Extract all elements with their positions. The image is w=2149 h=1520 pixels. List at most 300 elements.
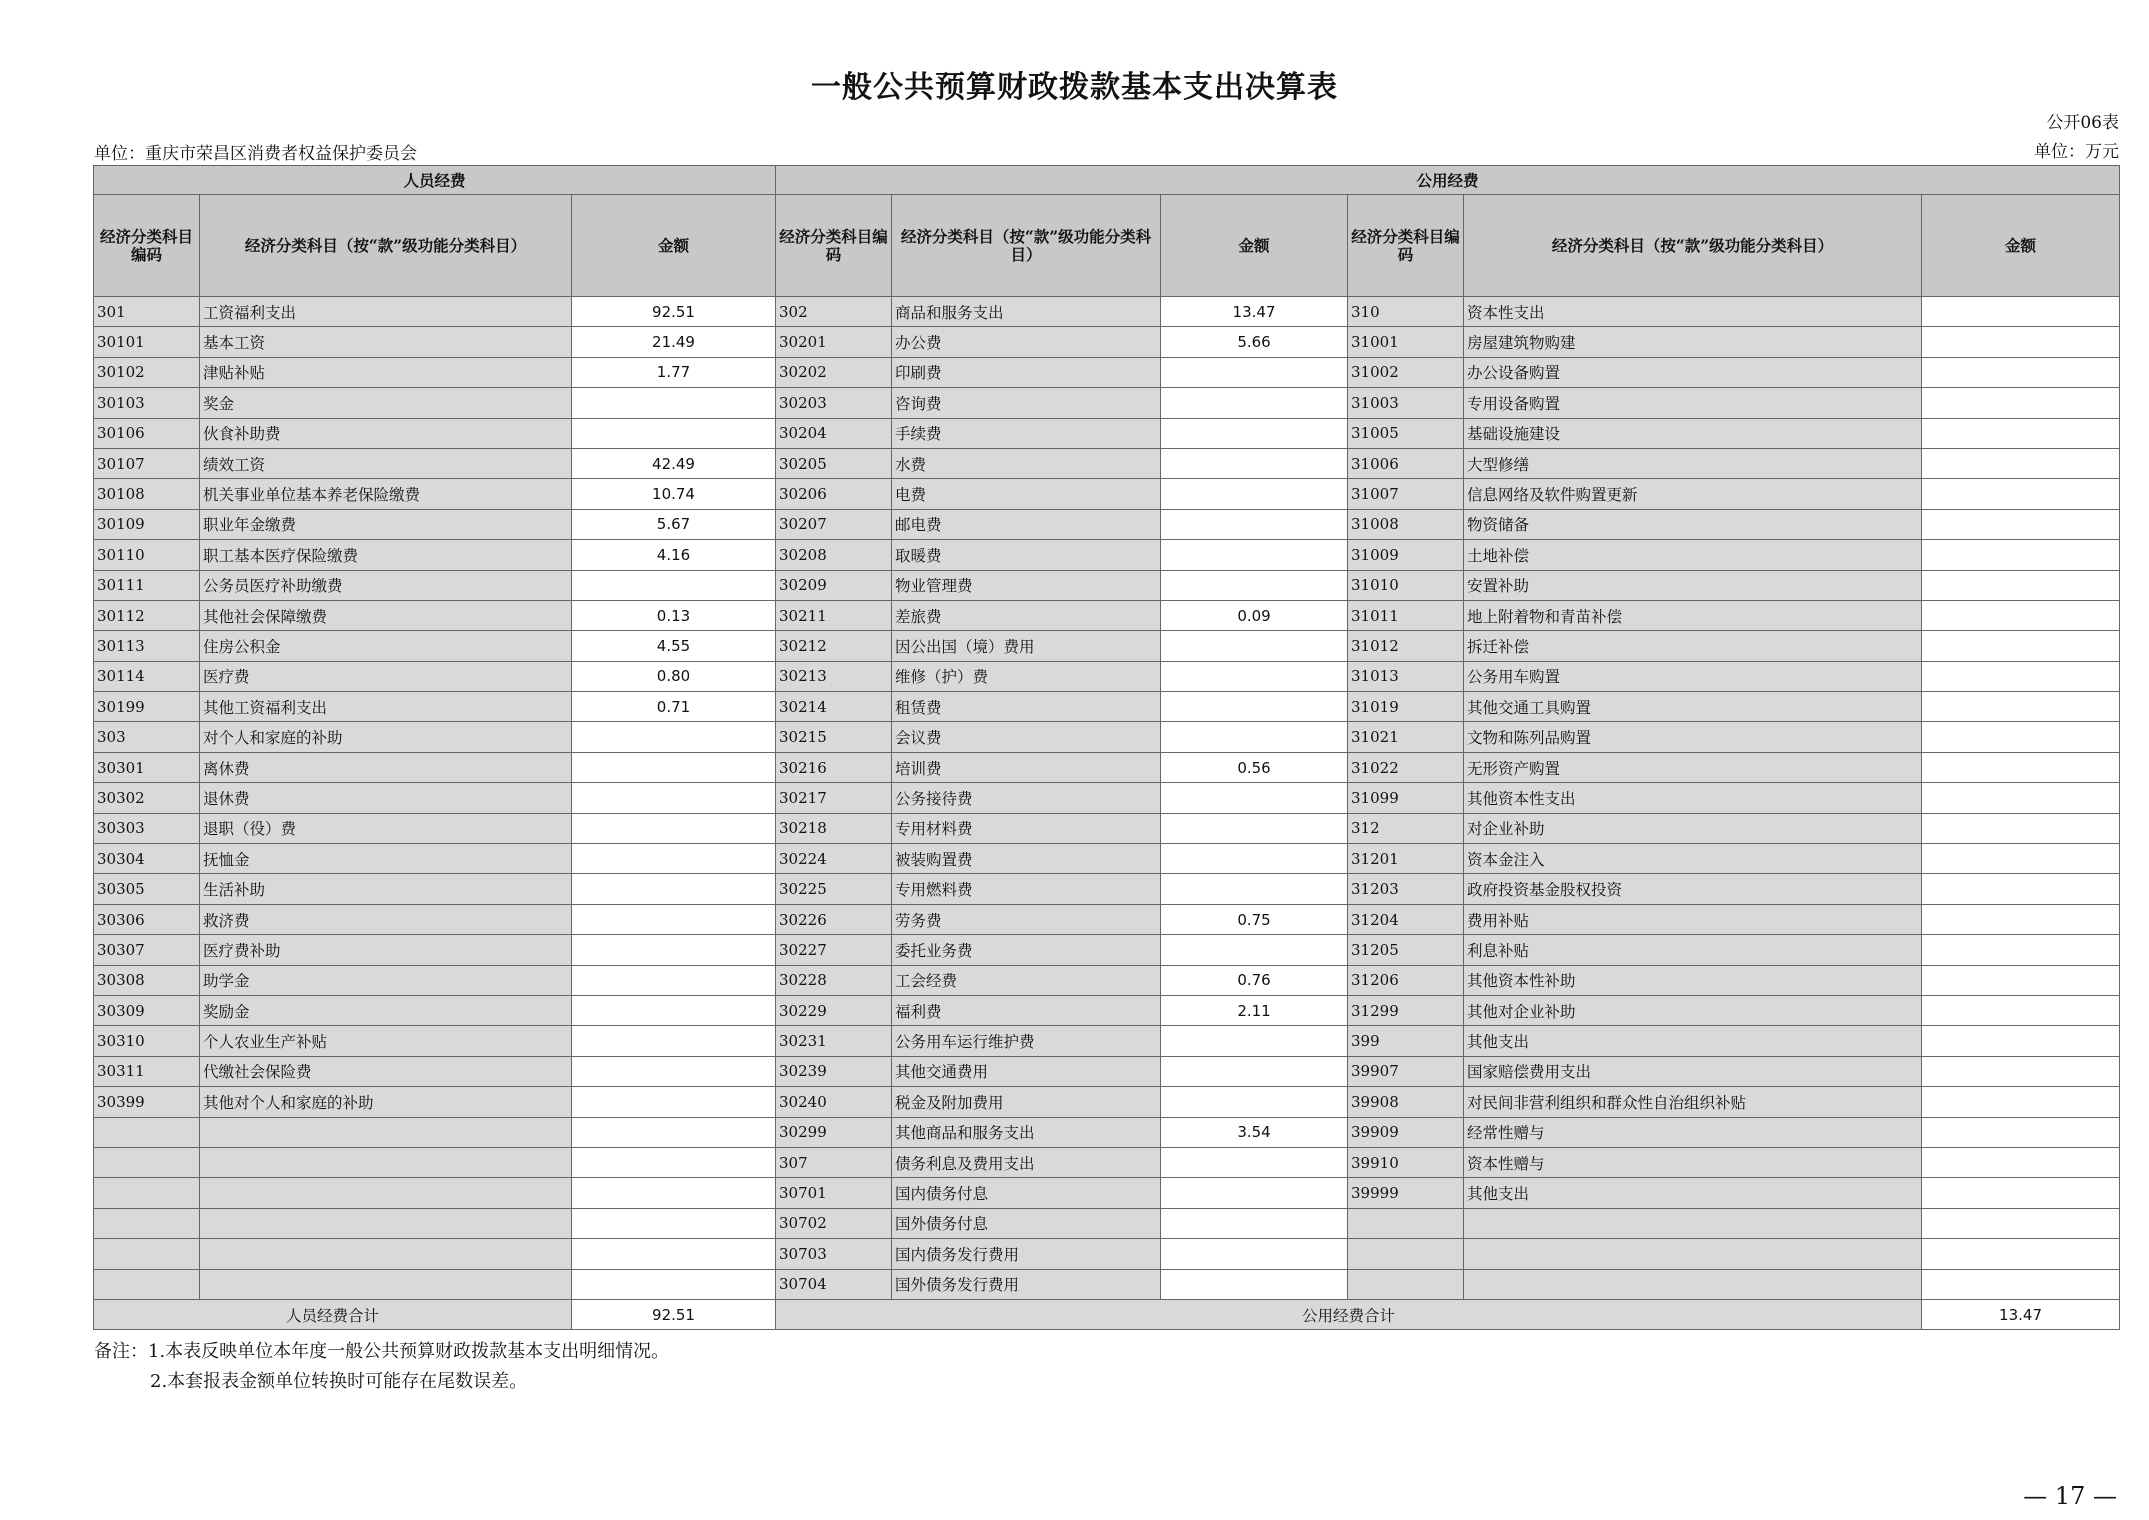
code-cell: 30211 bbox=[776, 600, 892, 630]
code-cell: 30215 bbox=[776, 722, 892, 752]
item-name-cell: 专用燃料费 bbox=[892, 874, 1161, 904]
col-amount-header: 金额 bbox=[1161, 195, 1348, 297]
amount-cell: 0.76 bbox=[1161, 965, 1348, 995]
amount-cell bbox=[1161, 692, 1348, 722]
col-name-header: 经济分类科目（按“款”级功能分类科目） bbox=[892, 195, 1161, 297]
amount-cell: 2.11 bbox=[1161, 995, 1348, 1025]
item-name-cell: 土地补偿 bbox=[1464, 540, 1922, 570]
item-name-cell: 其他工资福利支出 bbox=[200, 692, 572, 722]
table-row bbox=[94, 722, 2120, 752]
amount-cell bbox=[1161, 570, 1348, 600]
code-cell: 30702 bbox=[776, 1208, 892, 1238]
code-cell: 30203 bbox=[776, 388, 892, 418]
amount-cell bbox=[1161, 418, 1348, 448]
code-cell: 31201 bbox=[1348, 844, 1464, 874]
item-name-cell: 手续费 bbox=[892, 418, 1161, 448]
item-name-cell: 办公设备购置 bbox=[1464, 357, 1922, 387]
code-cell: 30228 bbox=[776, 965, 892, 995]
item-name-cell: 其他对个人和家庭的补助 bbox=[200, 1087, 572, 1117]
code-cell bbox=[94, 1178, 200, 1208]
code-cell: 31206 bbox=[1348, 965, 1464, 995]
item-name-cell: 费用补贴 bbox=[1464, 904, 1922, 934]
amount-cell bbox=[572, 1087, 776, 1117]
amount-cell bbox=[572, 1269, 776, 1299]
code-cell: 303 bbox=[94, 722, 200, 752]
code-cell: 302 bbox=[776, 297, 892, 327]
amount-cell bbox=[1922, 1208, 2120, 1238]
code-cell: 31011 bbox=[1348, 600, 1464, 630]
money-unit: 单位：万元 bbox=[2034, 142, 2119, 162]
amount-cell bbox=[1161, 388, 1348, 418]
item-name-cell: 资本性支出 bbox=[1464, 297, 1922, 327]
item-name-cell: 债务利息及费用支出 bbox=[892, 1147, 1161, 1177]
personnel-total-label: 人员经费合计 bbox=[94, 1299, 572, 1329]
code-cell: 30310 bbox=[94, 1026, 200, 1056]
code-cell: 30306 bbox=[94, 904, 200, 934]
code-cell: 30302 bbox=[94, 783, 200, 813]
code-cell bbox=[1348, 1208, 1464, 1238]
item-name-cell: 个人农业生产补贴 bbox=[200, 1026, 572, 1056]
amount-cell: 42.49 bbox=[572, 448, 776, 478]
item-name-cell: 助学金 bbox=[200, 965, 572, 995]
item-name-cell bbox=[1464, 1208, 1922, 1238]
code-cell: 30106 bbox=[94, 418, 200, 448]
amount-cell bbox=[572, 995, 776, 1025]
amount-cell bbox=[1922, 752, 2120, 782]
amount-cell bbox=[1161, 1147, 1348, 1177]
code-cell bbox=[1348, 1239, 1464, 1269]
amount-cell: 21.49 bbox=[572, 327, 776, 357]
amount-cell bbox=[1161, 540, 1348, 570]
amount-cell bbox=[1922, 1147, 2120, 1177]
item-name-cell: 医疗费 bbox=[200, 661, 572, 691]
amount-cell: 4.55 bbox=[572, 631, 776, 661]
amount-cell bbox=[1161, 1178, 1348, 1208]
table-row bbox=[94, 1087, 2120, 1117]
amount-cell bbox=[1161, 1239, 1348, 1269]
code-cell: 30110 bbox=[94, 540, 200, 570]
item-name-cell: 租赁费 bbox=[892, 692, 1161, 722]
code-cell: 30101 bbox=[94, 327, 200, 357]
item-name-cell bbox=[200, 1117, 572, 1147]
item-name-cell: 电费 bbox=[892, 479, 1161, 509]
code-cell: 399 bbox=[1348, 1026, 1464, 1056]
amount-cell bbox=[1922, 1117, 2120, 1147]
item-name-cell: 机关事业单位基本养老保险缴费 bbox=[200, 479, 572, 509]
item-name-cell bbox=[200, 1208, 572, 1238]
amount-cell bbox=[1922, 661, 2120, 691]
amount-cell bbox=[1922, 357, 2120, 387]
item-name-cell: 基本工资 bbox=[200, 327, 572, 357]
item-name-cell: 委托业务费 bbox=[892, 935, 1161, 965]
table-row bbox=[94, 388, 2120, 418]
item-name-cell: 退休费 bbox=[200, 783, 572, 813]
code-cell: 30224 bbox=[776, 844, 892, 874]
code-cell: 301 bbox=[94, 297, 200, 327]
public-group-header: 公用经费 bbox=[776, 166, 2120, 195]
code-cell: 30205 bbox=[776, 448, 892, 478]
amount-cell: 0.56 bbox=[1161, 752, 1348, 782]
table-row bbox=[94, 935, 2120, 965]
code-cell: 30212 bbox=[776, 631, 892, 661]
item-name-cell: 安置补助 bbox=[1464, 570, 1922, 600]
amount-cell bbox=[572, 1147, 776, 1177]
item-name-cell: 津贴补贴 bbox=[200, 357, 572, 387]
table-row bbox=[94, 752, 2120, 782]
amount-cell bbox=[572, 1026, 776, 1056]
item-name-cell: 文物和陈列品购置 bbox=[1464, 722, 1922, 752]
item-name-cell: 国家赔偿费用支出 bbox=[1464, 1056, 1922, 1086]
amount-cell bbox=[572, 752, 776, 782]
code-cell: 31021 bbox=[1348, 722, 1464, 752]
table-row bbox=[94, 1056, 2120, 1086]
amount-cell bbox=[1161, 935, 1348, 965]
code-cell: 31299 bbox=[1348, 995, 1464, 1025]
page-number: — 17 — bbox=[2023, 1482, 2117, 1510]
code-cell: 30227 bbox=[776, 935, 892, 965]
item-name-cell: 工会经费 bbox=[892, 965, 1161, 995]
item-name-cell: 其他资本性补助 bbox=[1464, 965, 1922, 995]
table-row bbox=[94, 1147, 2120, 1177]
amount-cell bbox=[572, 388, 776, 418]
item-name-cell: 救济费 bbox=[200, 904, 572, 934]
item-name-cell: 大型修缮 bbox=[1464, 448, 1922, 478]
amount-cell bbox=[1922, 692, 2120, 722]
table-row bbox=[94, 570, 2120, 600]
item-name-cell bbox=[200, 1178, 572, 1208]
expenditure-table bbox=[93, 165, 2120, 1330]
amount-cell bbox=[1161, 874, 1348, 904]
code-cell: 30102 bbox=[94, 357, 200, 387]
item-name-cell: 培训费 bbox=[892, 752, 1161, 782]
item-name-cell: 抚恤金 bbox=[200, 844, 572, 874]
amount-cell bbox=[1922, 904, 2120, 934]
item-name-cell: 地上附着物和青苗补偿 bbox=[1464, 600, 1922, 630]
personnel-total-value: 92.51 bbox=[572, 1299, 776, 1329]
table-row bbox=[94, 509, 2120, 539]
code-cell: 30201 bbox=[776, 327, 892, 357]
table-row bbox=[94, 783, 2120, 813]
amount-cell bbox=[1922, 1239, 2120, 1269]
table-row bbox=[94, 327, 2120, 357]
code-cell: 39909 bbox=[1348, 1117, 1464, 1147]
code-cell: 30113 bbox=[94, 631, 200, 661]
table-row bbox=[94, 1208, 2120, 1238]
code-cell: 30112 bbox=[94, 600, 200, 630]
code-cell: 31205 bbox=[1348, 935, 1464, 965]
item-name-cell: 政府投资基金股权投资 bbox=[1464, 874, 1922, 904]
item-name-cell: 信息网络及软件购置更新 bbox=[1464, 479, 1922, 509]
table-row bbox=[94, 479, 2120, 509]
item-name-cell: 经常性赠与 bbox=[1464, 1117, 1922, 1147]
item-name-cell: 拆迁补偿 bbox=[1464, 631, 1922, 661]
amount-cell bbox=[1161, 1208, 1348, 1238]
amount-cell: 3.54 bbox=[1161, 1117, 1348, 1147]
code-cell: 30703 bbox=[776, 1239, 892, 1269]
table-row bbox=[94, 844, 2120, 874]
code-cell: 30303 bbox=[94, 813, 200, 843]
amount-cell bbox=[1161, 722, 1348, 752]
item-name-cell: 邮电费 bbox=[892, 509, 1161, 539]
code-cell: 30301 bbox=[94, 752, 200, 782]
item-name-cell: 物资储备 bbox=[1464, 509, 1922, 539]
amount-cell bbox=[1922, 448, 2120, 478]
personnel-group-header: 人员经费 bbox=[94, 166, 776, 195]
item-name-cell: 国内债务付息 bbox=[892, 1178, 1161, 1208]
item-name-cell bbox=[200, 1239, 572, 1269]
amount-cell bbox=[572, 783, 776, 813]
amount-cell bbox=[572, 418, 776, 448]
table-row bbox=[94, 965, 2120, 995]
item-name-cell: 其他交通费用 bbox=[892, 1056, 1161, 1086]
code-cell: 30111 bbox=[94, 570, 200, 600]
item-name-cell: 其他交通工具购置 bbox=[1464, 692, 1922, 722]
code-cell: 30308 bbox=[94, 965, 200, 995]
amount-cell bbox=[572, 844, 776, 874]
code-cell: 30305 bbox=[94, 874, 200, 904]
code-cell: 30239 bbox=[776, 1056, 892, 1086]
amount-cell: 0.13 bbox=[572, 600, 776, 630]
code-cell: 307 bbox=[776, 1147, 892, 1177]
item-name-cell: 公务用车运行维护费 bbox=[892, 1026, 1161, 1056]
amount-cell bbox=[1161, 357, 1348, 387]
code-cell: 30240 bbox=[776, 1087, 892, 1117]
code-cell: 31006 bbox=[1348, 448, 1464, 478]
amount-cell bbox=[1922, 813, 2120, 843]
code-cell bbox=[94, 1208, 200, 1238]
item-name-cell: 公务接待费 bbox=[892, 783, 1161, 813]
col-code-header: 经济分类科目编码 bbox=[94, 195, 200, 297]
code-cell: 39907 bbox=[1348, 1056, 1464, 1086]
code-cell: 30208 bbox=[776, 540, 892, 570]
item-name-cell: 职工基本医疗保险缴费 bbox=[200, 540, 572, 570]
code-cell: 30209 bbox=[776, 570, 892, 600]
code-cell: 310 bbox=[1348, 297, 1464, 327]
amount-cell bbox=[1922, 479, 2120, 509]
item-name-cell bbox=[1464, 1239, 1922, 1269]
item-name-cell: 资本性赠与 bbox=[1464, 1147, 1922, 1177]
code-cell: 30103 bbox=[94, 388, 200, 418]
code-cell: 30229 bbox=[776, 995, 892, 1025]
item-name-cell: 无形资产购置 bbox=[1464, 752, 1922, 782]
item-name-cell: 职业年金缴费 bbox=[200, 509, 572, 539]
code-cell: 31012 bbox=[1348, 631, 1464, 661]
code-cell: 30226 bbox=[776, 904, 892, 934]
amount-cell: 5.67 bbox=[572, 509, 776, 539]
table-row bbox=[94, 904, 2120, 934]
amount-cell bbox=[572, 874, 776, 904]
amount-cell bbox=[1161, 448, 1348, 478]
item-name-cell: 绩效工资 bbox=[200, 448, 572, 478]
code-cell: 30218 bbox=[776, 813, 892, 843]
item-name-cell: 资本金注入 bbox=[1464, 844, 1922, 874]
item-name-cell: 因公出国（境）费用 bbox=[892, 631, 1161, 661]
code-cell: 31019 bbox=[1348, 692, 1464, 722]
code-cell: 31204 bbox=[1348, 904, 1464, 934]
table-row bbox=[94, 1178, 2120, 1208]
code-cell: 30704 bbox=[776, 1269, 892, 1299]
code-cell: 30108 bbox=[94, 479, 200, 509]
amount-cell bbox=[572, 1056, 776, 1086]
item-name-cell: 差旅费 bbox=[892, 600, 1161, 630]
item-name-cell: 咨询费 bbox=[892, 388, 1161, 418]
item-name-cell: 劳务费 bbox=[892, 904, 1161, 934]
table-row bbox=[94, 600, 2120, 630]
code-cell: 30204 bbox=[776, 418, 892, 448]
amount-cell bbox=[1161, 509, 1348, 539]
amount-cell bbox=[1922, 540, 2120, 570]
code-cell: 31203 bbox=[1348, 874, 1464, 904]
item-name-cell: 专用材料费 bbox=[892, 813, 1161, 843]
item-name-cell: 房屋建筑物购建 bbox=[1464, 327, 1922, 357]
amount-cell bbox=[1922, 570, 2120, 600]
table-row bbox=[94, 448, 2120, 478]
code-cell: 31099 bbox=[1348, 783, 1464, 813]
code-cell: 30107 bbox=[94, 448, 200, 478]
item-name-cell: 生活补助 bbox=[200, 874, 572, 904]
table-row bbox=[94, 692, 2120, 722]
amount-cell bbox=[1922, 327, 2120, 357]
table-row bbox=[94, 1269, 2120, 1299]
code-cell: 30304 bbox=[94, 844, 200, 874]
table-row bbox=[94, 1026, 2120, 1056]
item-name-cell: 会议费 bbox=[892, 722, 1161, 752]
note-line: 备注：1.本表反映单位本年度一般公共预算财政拨款基本支出明细情况。 bbox=[94, 1341, 670, 1362]
table-body bbox=[94, 297, 2120, 1300]
item-name-cell: 对企业补助 bbox=[1464, 813, 1922, 843]
amount-cell: 1.77 bbox=[572, 357, 776, 387]
amount-cell bbox=[572, 1117, 776, 1147]
amount-cell bbox=[1922, 722, 2120, 752]
item-name-cell: 退职（役）费 bbox=[200, 813, 572, 843]
item-name-cell: 物业管理费 bbox=[892, 570, 1161, 600]
amount-cell bbox=[1922, 965, 2120, 995]
item-name-cell: 国内债务发行费用 bbox=[892, 1239, 1161, 1269]
code-cell: 31010 bbox=[1348, 570, 1464, 600]
public-total-label: 公用经费合计 bbox=[776, 1299, 1922, 1329]
page-title: 一般公共预算财政拨款基本支出决算表 bbox=[811, 70, 1338, 105]
item-name-cell: 水费 bbox=[892, 448, 1161, 478]
amount-cell bbox=[572, 570, 776, 600]
amount-cell: 4.16 bbox=[572, 540, 776, 570]
amount-cell bbox=[1922, 874, 2120, 904]
amount-cell bbox=[1922, 631, 2120, 661]
amount-cell bbox=[1161, 661, 1348, 691]
item-name-cell: 国外债务发行费用 bbox=[892, 1269, 1161, 1299]
code-cell: 30309 bbox=[94, 995, 200, 1025]
code-cell: 31022 bbox=[1348, 752, 1464, 782]
code-cell: 30217 bbox=[776, 783, 892, 813]
item-name-cell: 公务用车购置 bbox=[1464, 661, 1922, 691]
amount-cell bbox=[1161, 1056, 1348, 1086]
amount-cell bbox=[572, 1239, 776, 1269]
table-row bbox=[94, 297, 2120, 327]
amount-cell: 5.66 bbox=[1161, 327, 1348, 357]
table-row bbox=[94, 631, 2120, 661]
item-name-cell: 其他支出 bbox=[1464, 1026, 1922, 1056]
amount-cell bbox=[1161, 1026, 1348, 1056]
amount-cell bbox=[1922, 297, 2120, 327]
item-name-cell: 其他社会保障缴费 bbox=[200, 600, 572, 630]
code-cell: 31013 bbox=[1348, 661, 1464, 691]
item-name-cell: 奖金 bbox=[200, 388, 572, 418]
code-cell: 30225 bbox=[776, 874, 892, 904]
code-cell: 39999 bbox=[1348, 1178, 1464, 1208]
col-name-header: 经济分类科目（按“款”级功能分类科目） bbox=[200, 195, 572, 297]
item-name-cell: 奖励金 bbox=[200, 995, 572, 1025]
item-name-cell: 取暖费 bbox=[892, 540, 1161, 570]
amount-cell bbox=[1922, 1269, 2120, 1299]
table-row bbox=[94, 995, 2120, 1025]
code-cell: 39908 bbox=[1348, 1087, 1464, 1117]
code-cell: 31008 bbox=[1348, 509, 1464, 539]
item-name-cell: 对个人和家庭的补助 bbox=[200, 722, 572, 752]
item-name-cell: 对民间非营利组织和群众性自治组织补贴 bbox=[1464, 1087, 1922, 1117]
code-cell: 30213 bbox=[776, 661, 892, 691]
amount-cell bbox=[1922, 388, 2120, 418]
item-name-cell: 其他支出 bbox=[1464, 1178, 1922, 1208]
amount-cell bbox=[572, 904, 776, 934]
item-name-cell: 住房公积金 bbox=[200, 631, 572, 661]
code-cell: 39910 bbox=[1348, 1147, 1464, 1177]
item-name-cell: 伙食补助费 bbox=[200, 418, 572, 448]
item-name-cell: 被装购置费 bbox=[892, 844, 1161, 874]
note-line: 2.本套报表金额单位转换时可能存在尾数误差。 bbox=[150, 1371, 528, 1392]
code-cell: 31005 bbox=[1348, 418, 1464, 448]
amount-cell bbox=[1161, 479, 1348, 509]
amount-cell: 0.80 bbox=[572, 661, 776, 691]
item-name-cell: 工资福利支出 bbox=[200, 297, 572, 327]
code-cell: 30307 bbox=[94, 935, 200, 965]
amount-cell: 10.74 bbox=[572, 479, 776, 509]
table-row bbox=[94, 661, 2120, 691]
table-row bbox=[94, 813, 2120, 843]
item-name-cell: 医疗费补助 bbox=[200, 935, 572, 965]
item-name-cell: 公务员医疗补助缴费 bbox=[200, 570, 572, 600]
item-name-cell: 离休费 bbox=[200, 752, 572, 782]
code-cell: 31001 bbox=[1348, 327, 1464, 357]
item-name-cell: 其他商品和服务支出 bbox=[892, 1117, 1161, 1147]
amount-cell bbox=[1922, 844, 2120, 874]
public-total-value: 13.47 bbox=[1922, 1299, 2120, 1329]
amount-cell bbox=[572, 935, 776, 965]
code-cell: 30216 bbox=[776, 752, 892, 782]
code-cell: 30231 bbox=[776, 1026, 892, 1056]
table-row bbox=[94, 540, 2120, 570]
code-cell: 30206 bbox=[776, 479, 892, 509]
amount-cell bbox=[1922, 600, 2120, 630]
amount-cell bbox=[1161, 844, 1348, 874]
amount-cell bbox=[1922, 783, 2120, 813]
item-name-cell: 其他对企业补助 bbox=[1464, 995, 1922, 1025]
amount-cell: 92.51 bbox=[572, 297, 776, 327]
code-cell bbox=[94, 1239, 200, 1269]
amount-cell bbox=[1922, 995, 2120, 1025]
amount-cell bbox=[1161, 631, 1348, 661]
code-cell: 31009 bbox=[1348, 540, 1464, 570]
col-amount-header: 金额 bbox=[1922, 195, 2120, 297]
amount-cell bbox=[572, 1178, 776, 1208]
code-cell: 31003 bbox=[1348, 388, 1464, 418]
amount-cell bbox=[1922, 1056, 2120, 1086]
item-name-cell bbox=[200, 1147, 572, 1177]
form-number: 公开06表 bbox=[2046, 113, 2119, 133]
table-row bbox=[94, 874, 2120, 904]
amount-cell bbox=[1922, 1178, 2120, 1208]
code-cell bbox=[94, 1147, 200, 1177]
reporting-unit: 单位：重庆市荣昌区消费者权益保护委员会 bbox=[94, 144, 417, 164]
item-name-cell: 基础设施建设 bbox=[1464, 418, 1922, 448]
